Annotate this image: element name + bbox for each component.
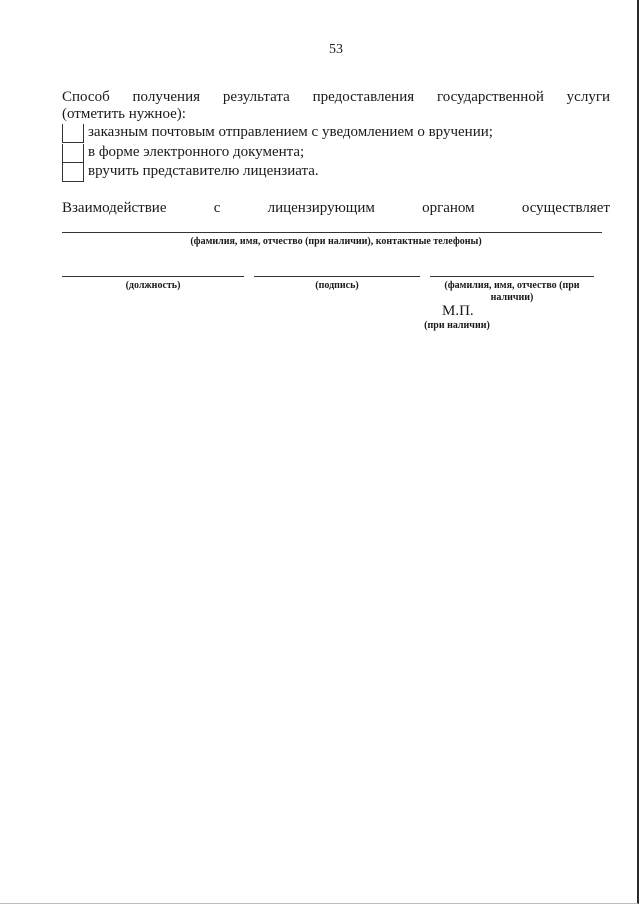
interaction-sentence	[62, 200, 610, 217]
result-method-heading: Способ получения результата предоставления государственной услуги	[62, 89, 610, 105]
interaction-word-4: органом	[422, 200, 475, 216]
interaction-word-5: осуществляет	[521, 200, 610, 216]
position-caption: (должность)	[125, 280, 181, 291]
fio-caption-line2: наличии)	[490, 292, 534, 303]
signature-caption: (подпись)	[315, 280, 359, 291]
stamp-note: (при наличии)	[424, 320, 490, 331]
fio-caption-line1: (фамилия, имя, отчество (при	[444, 280, 580, 291]
page-number: 53	[329, 42, 343, 57]
option-checkbox-electronic[interactable]	[62, 144, 84, 163]
option-checkbox-mail[interactable]	[62, 124, 84, 143]
contact-person-caption: (фамилия, имя, отчество (при наличии), контактные телефоны)	[190, 236, 482, 247]
interaction-word-2: с	[213, 200, 221, 216]
stamp-label: М.П.	[442, 303, 474, 319]
position-field-line[interactable]	[62, 276, 244, 277]
result-method-instruction: (отметить нужное):	[62, 106, 186, 122]
interaction-word-1: Взаимодействие	[62, 200, 167, 216]
contact-person-field-line[interactable]	[62, 232, 602, 233]
option-checkbox-representative[interactable]	[62, 163, 84, 182]
option-label-mail: заказным почтовым отправлением с уведомлением о вручении;	[88, 124, 493, 140]
option-label-representative: вручить представителю лицензиата.	[88, 163, 319, 179]
option-label-electronic: в форме электронного документа;	[88, 144, 305, 160]
signature-field-line[interactable]	[254, 276, 420, 277]
fio-field-line[interactable]	[430, 276, 594, 277]
interaction-word-3: лицензирующим	[267, 200, 375, 216]
